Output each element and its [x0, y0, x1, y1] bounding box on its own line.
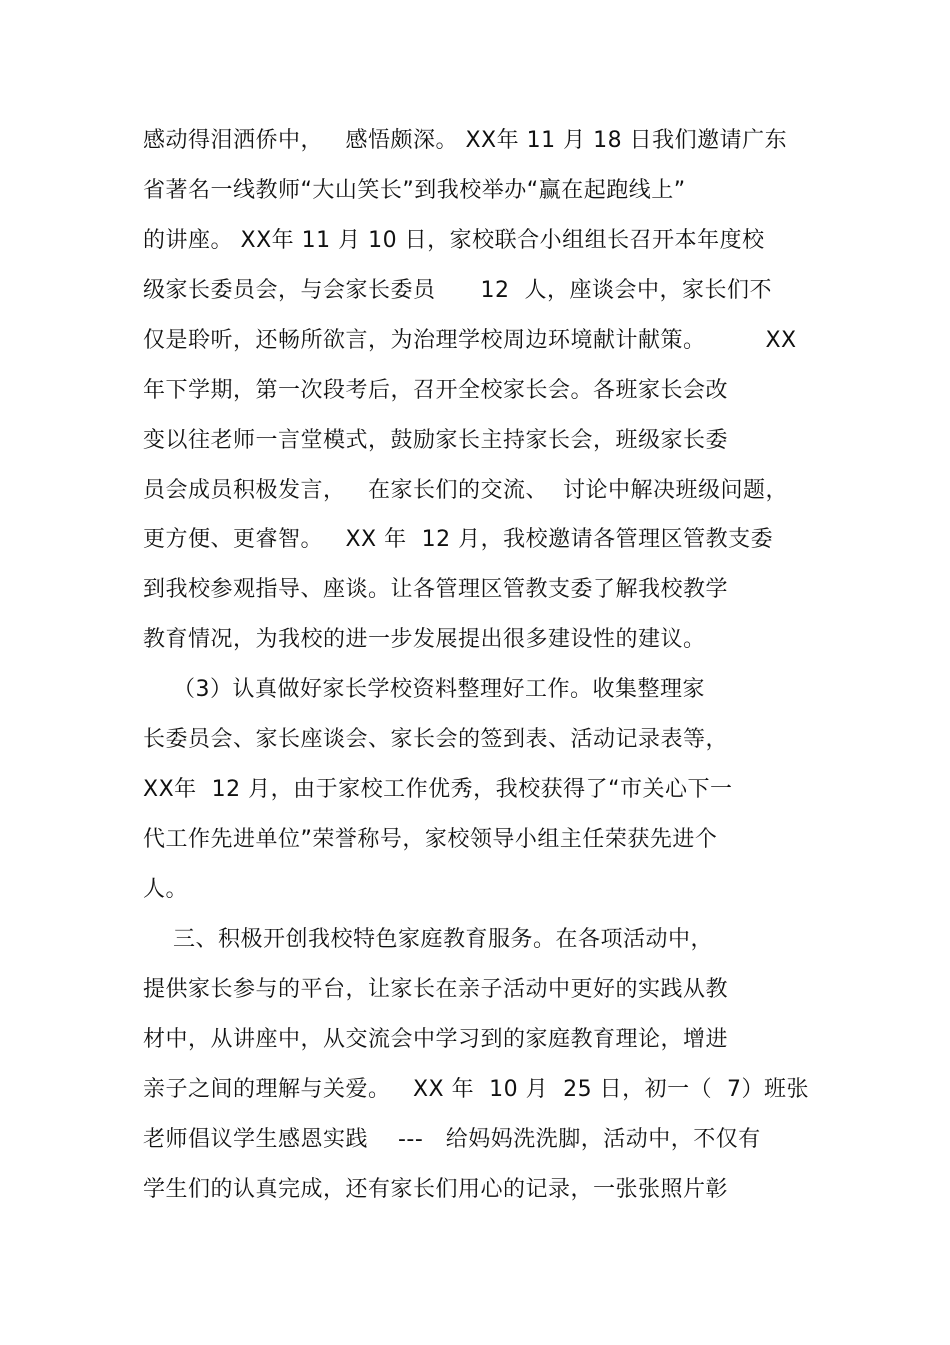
text-line: 年下学期，第一次段考后，召开全校家长会。各班家长会改 — [143, 378, 729, 403]
text-line: 提供家长参与的平台，让家长在亲子活动中更好的实践从教 — [143, 977, 729, 1002]
text-line: 级家长委员会，与会家长委员 12 人，座谈会中，家长们不 — [143, 278, 772, 303]
text-line: 三、积极开创我校特色家庭教育服务。在各项活动中， — [143, 927, 713, 952]
text-line: 长委员会、家长座谈会、家长会的签到表、活动记录表等， — [143, 727, 729, 752]
text-line: 代工作先进单位”荣誉称号，家校领导小组主任荣获先进个 — [143, 827, 718, 852]
text-line: 人。 — [143, 877, 189, 902]
text-line: 仅是聆听，还畅所欲言，为治理学校周边环境献计献策。 XX — [143, 328, 797, 353]
text-line: 员会成员积极发言， 在家长们的交流、 讨论中解决班级问题， — [143, 478, 788, 503]
text-line: 学生们的认真完成，还有家长们用心的记录，一张张照片彰 — [143, 1177, 729, 1202]
text-line: 省著名一线教师“大山笑长”到我校举办“赢在起跑线上” — [143, 178, 686, 203]
text-line: 教育情况，为我校的进一步发展提出很多建设性的建议。 — [143, 627, 706, 652]
text-line: （3）认真做好家长学校资料整理好工作。收集整理家 — [143, 677, 705, 702]
text-line: 变以往老师一言堂模式，鼓励家长主持家长会，班级家长委 — [143, 428, 729, 453]
text-line: 老师倡议学生感恩实践 --- 给妈妈洗洗脚，活动中，不仅有 — [143, 1127, 761, 1152]
text-line: 材中，从讲座中，从交流会中学习到的家庭教育理论，增进 — [143, 1027, 729, 1052]
text-line: 的讲座。 XX年 11 月 10 日，家校联合小组组长召开本年度校 — [143, 228, 765, 253]
text-line: XX年 12 月，由于家校工作优秀，我校获得了“市关心下一 — [143, 777, 733, 802]
text-line: 亲子之间的理解与关爱。 XX 年 10 月 25 日，初一（ 7）班张 — [143, 1077, 810, 1102]
text-line: 更方便、更睿智。 XX 年 12 月，我校邀请各管理区管教支委 — [143, 527, 774, 552]
text-line: 到我校参观指导、座谈。让各管理区管教支委了解我校教学 — [143, 577, 729, 602]
text-line: 感动得泪洒侨中， 感悟颇深。 XX年 11 月 18 日我们邀请广东 — [143, 128, 788, 153]
